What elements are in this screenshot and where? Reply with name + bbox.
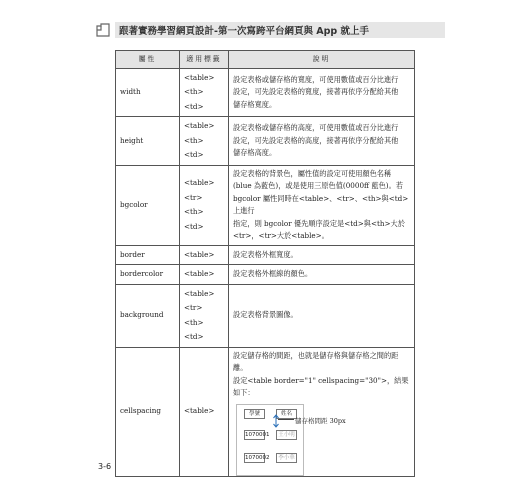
table-row: [116, 245, 415, 265]
description-line: 設定表格的背景色，屬性值的設定可使用顏色名稱: [233, 168, 392, 178]
attribute-description: [229, 117, 415, 166]
table-row: [116, 165, 415, 245]
demo-header-cell: 學號: [244, 409, 265, 419]
description-line: bgcolor 屬性同時在<table>、<tr>、<th>與<td>上進行: [233, 193, 409, 215]
attribute-name: bgcolor: [116, 165, 180, 245]
attribute-name: width: [116, 68, 180, 117]
attribute-name: bordercolor: [116, 265, 180, 285]
applicable-tags: [180, 117, 229, 166]
callout-line: [278, 419, 294, 420]
attribute-name: border: [116, 245, 180, 265]
applicable-tags: [180, 284, 229, 347]
description-line: 儲存格高度。: [233, 148, 277, 157]
page-header: [95, 22, 495, 40]
description-line: 設定表格或儲存格的高度，可使用數值或百分比進行: [233, 123, 399, 132]
double-arrow-icon: [272, 414, 280, 428]
tag-label: <td>: [184, 332, 204, 341]
description-line: 設定儲存格的間距，也就是儲存格與儲存格之間的距: [233, 350, 399, 360]
description-line: 儲存格寬度。: [233, 99, 277, 109]
table-row: [116, 265, 415, 285]
tag-label: <table>: [184, 269, 215, 278]
attribute-description: [229, 68, 415, 117]
tag-label: <table>: [184, 288, 215, 298]
description-line: 設定表格或儲存格的寬度，可使用數值或百分比進行: [233, 74, 399, 84]
description-line: 設定，可先設定表格的高度，接著再依序分配給其他: [233, 135, 399, 145]
book-corner-icon: [95, 22, 111, 38]
table-row: [116, 347, 415, 476]
table-row: [116, 68, 415, 117]
tag-label: <td>: [184, 150, 204, 159]
cellspacing-demo: [233, 404, 410, 474]
tag-label: <td>: [184, 101, 204, 111]
demo-data-cell: 王小明: [276, 430, 297, 440]
tag-label: <table>: [184, 178, 215, 187]
tag-label: <table>: [184, 249, 215, 259]
description-line: 設定表格外框寬度。: [233, 249, 298, 259]
column-header-tags: 適用標籤: [180, 51, 229, 69]
description-line: 設定表格外框線的顏色。: [233, 269, 313, 278]
attribute-description: [229, 284, 415, 347]
page-number: 3-6: [98, 462, 112, 471]
description-line: 設定，可先設定表格的寬度，接著再依序分配給其他: [233, 87, 399, 96]
description-line: <tr>，<tr>大於<table>。: [233, 231, 329, 240]
tag-label: <td>: [184, 221, 204, 231]
demo-data-cell: 李小華: [276, 453, 297, 463]
applicable-tags: [180, 68, 229, 117]
description-line: 離。: [233, 363, 248, 372]
attribute-name: cellspacing: [116, 347, 180, 476]
description-line: 指定，則 bgcolor 優先順序設定是<td>與<th>大於: [233, 218, 405, 228]
attribute-description: [229, 347, 415, 476]
applicable-tags: [180, 165, 229, 245]
demo-table-frame: [236, 404, 304, 476]
attribute-description: [229, 245, 415, 265]
tag-label: <tr>: [184, 303, 203, 312]
tag-label: <th>: [184, 317, 204, 327]
attribute-name: background: [116, 284, 180, 347]
tag-label: <th>: [184, 207, 204, 216]
spacing-callout: 儲存格間距 30px: [295, 416, 346, 425]
tag-label: <table>: [184, 72, 215, 82]
tag-label: <table>: [184, 121, 215, 130]
tag-label: <table>: [184, 406, 215, 416]
attribute-description: [229, 165, 415, 245]
column-header-description: 說明: [229, 51, 415, 69]
table-row: [116, 284, 415, 347]
table-header-row: [116, 51, 415, 69]
tag-label: <th>: [184, 87, 204, 96]
description-line: 設定表格背景圖像。: [233, 310, 298, 320]
applicable-tags: [180, 265, 229, 285]
description-line: (blue 為藍色)，或是使用三原色值(0000ff 藍色)。若: [233, 181, 403, 190]
header-title: 跟著實務學習網頁設計-第一次寫跨平台網頁與 App 就上手: [119, 26, 370, 37]
applicable-tags: [180, 245, 229, 265]
demo-data-cell: 1070002: [245, 454, 270, 461]
description-line: 設定<table border="1" cellspacing="30">，結果如下：: [233, 375, 409, 397]
tag-label: <tr>: [184, 192, 203, 202]
attribute-name: height: [116, 117, 180, 166]
table-row: [116, 117, 415, 166]
column-header-attribute: 屬性: [116, 51, 180, 69]
demo-data-cell: 1070001: [245, 431, 270, 438]
attribute-description: [229, 265, 415, 285]
applicable-tags: [180, 347, 229, 476]
tag-label: <th>: [184, 135, 204, 145]
demo-header-cell: 姓名: [276, 409, 297, 419]
attribute-table: [115, 50, 415, 477]
